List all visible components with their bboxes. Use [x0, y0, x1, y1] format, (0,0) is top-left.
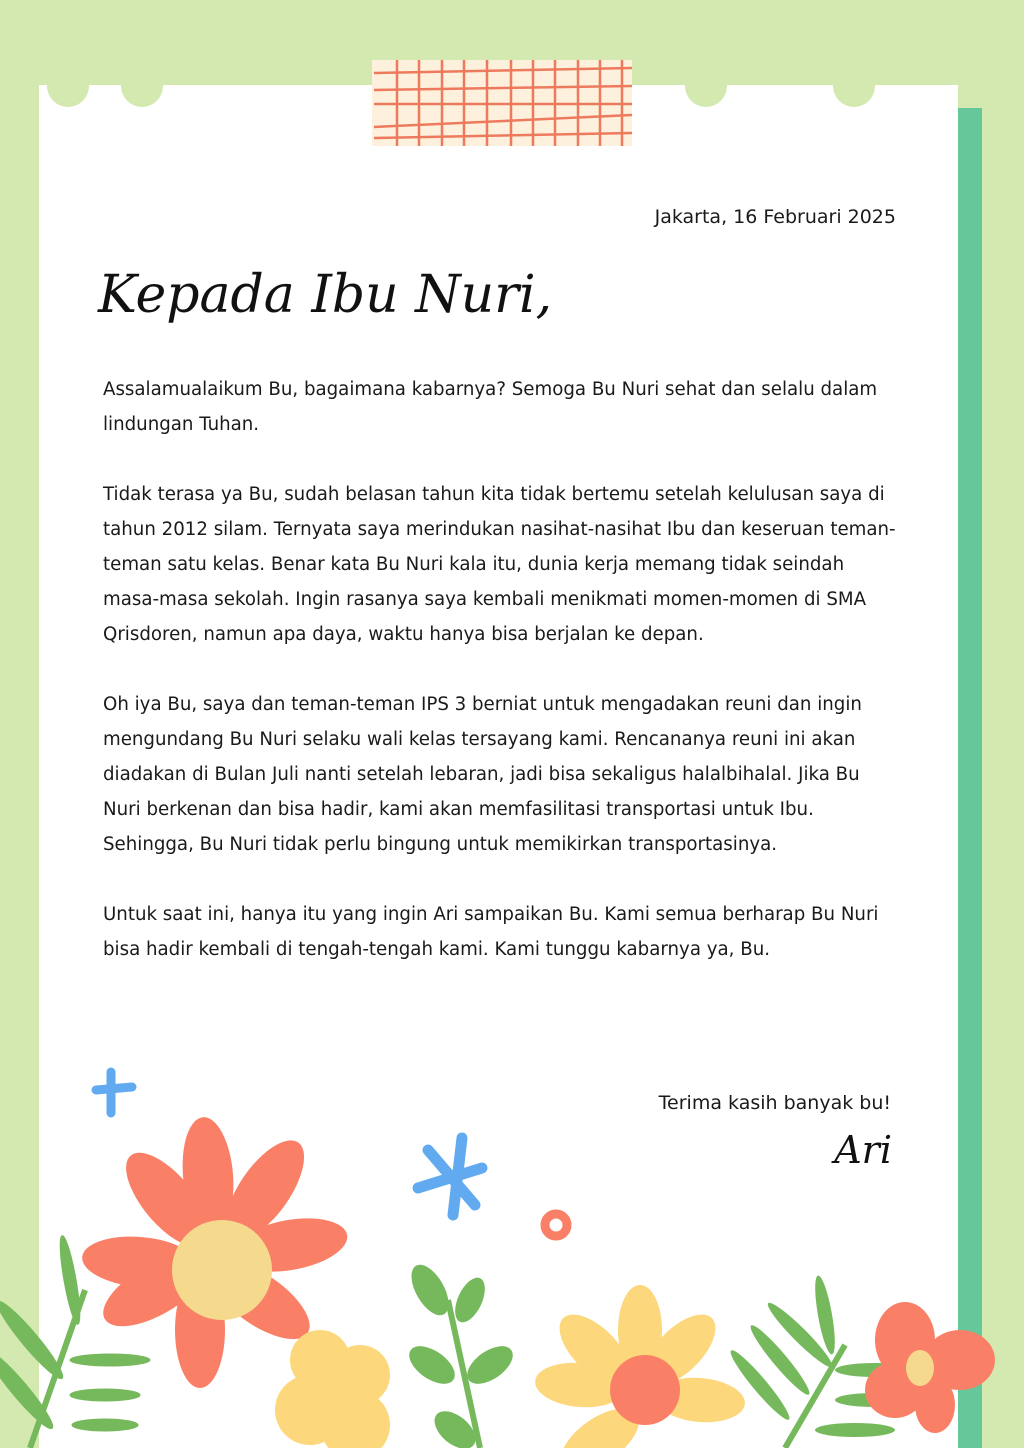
signature: Ari [834, 1128, 892, 1172]
asterisk-icon [418, 1138, 482, 1215]
sparkle-icon [96, 1072, 132, 1113]
yellow-flower-icon [533, 1285, 746, 1448]
salutation-heading: Kepada Ibu Nuri, [98, 265, 553, 325]
letter-date: Jakarta, 16 Februari 2025 [654, 206, 896, 228]
coral-flower-icon [865, 1302, 995, 1433]
paragraph: Tidak terasa ya Bu, sudah belasan tahun kita tidak bertemu setelah kelulusan saya di tahun 2012 silam. Ternyata saya merindukan nasihat-nasihat Ibu dan keseruan teman-teman satu kelas. Benar kata Bu Nuri kala itu, dunia kerja memang tidak seindah masa-masa sekolah. Ingin rasanya saya kembali menikmati momen-momen di SMA Qrisdoren, namun apa daya, waktu hanya bisa berjalan ke depan. [103, 484, 896, 645]
ring-icon [545, 1214, 567, 1236]
sprig-icon [403, 1259, 520, 1448]
paragraph: Assalamualaikum Bu, bagaimana kabarnya? Semoga Bu Nuri sehat dan selalu dalam lindungan Tuhan. [103, 379, 878, 435]
paragraph: Untuk saat ini, hanya itu yang ingin Ari sampaikan Bu. Kami semua berharap Bu Nuri bisa hadir kembali di tengah-tengah kami. Kami tunggu kabarnya ya, Bu. [103, 904, 879, 960]
closing-line: Terima kasih banyak bu! [658, 1092, 891, 1114]
yellow-flower-icon [275, 1330, 390, 1448]
paragraph: Oh iya Bu, saya dan teman-teman IPS 3 berniat untuk mengadakan reuni dan ingin mengundang Bu Nuri selaku wali kelas tersayang kami. Rencananya reuni ini akan diadakan di Bulan Juli nanti setelah lebaran, jadi bisa sekaligus halalbihalal. Jika Bu Nuri berkenan dan bisa hadir, kami akan memfasilitasi transportasi untuk Ibu. Sehingga, Bu Nuri tidak perlu bingung untuk memikirkan transportasinya. [103, 694, 862, 855]
